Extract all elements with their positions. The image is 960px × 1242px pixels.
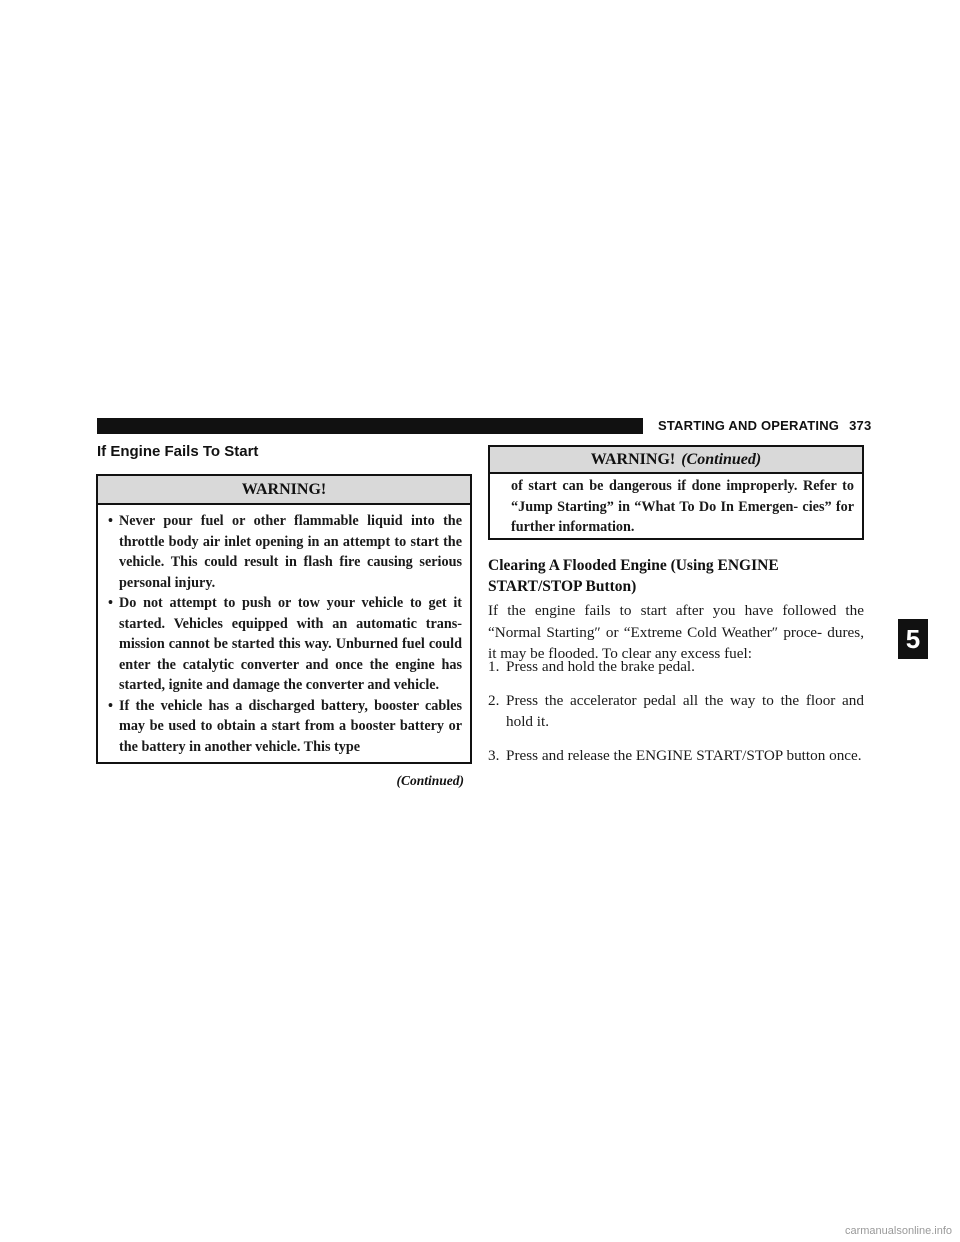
watermark: carmanualsonline.info (844, 1225, 952, 1237)
warning-bullet: • If the vehicle has a discharged battery, booster cables may be used to obtain a start from a booster battery or the battery in another vehicle. This type (108, 696, 462, 758)
step-number: 1. (488, 658, 500, 675)
warning-bullet: • Do not attempt to push or tow your vehicle to get it started. Vehicles equipped with an automatic trans- mission cannot be started this way. Unburned fuel could enter the catalytic converter and once the engine has started, ignite and damage the converter and vehicle. (108, 593, 462, 696)
warning-heading-continued (490, 447, 862, 474)
step-text: Press and release the ENGINE START/STOP button once. (506, 746, 862, 764)
warning-heading: WARNING! (98, 476, 470, 505)
continued-label: (Continued) (396, 773, 464, 788)
step-number: 3. (488, 746, 500, 764)
step-item (488, 690, 864, 733)
warning-text: of start can be dangerous if done improperly. Refer to “Jump Starting” in “What To Do In Emergen- cies” for further information. (511, 478, 854, 535)
step-text: Press the accelerator pedal all the way to the floor and hold it. (506, 691, 864, 730)
warning-heading-label: WARNING! (590, 451, 676, 468)
warning-bullet-list (98, 505, 470, 757)
chapter-tab: 5 (898, 619, 928, 659)
running-header (658, 416, 872, 436)
warning-continued-label: (Continued) (681, 451, 762, 468)
warning-box (96, 474, 472, 764)
section-title: If Engine Fails To Start (97, 443, 259, 460)
header-rule (97, 418, 643, 434)
subsection-heading: Clearing A Flooded Engine (Using ENGINE START/STOP Button) (488, 557, 779, 595)
header-section-title: STARTING AND OPERATING (658, 418, 840, 433)
step-text: Press and hold the brake pedal. (506, 658, 695, 675)
page-number: 373 (849, 418, 872, 433)
intro-paragraph: If the engine fails to start after you have followed the “Normal Starting″ or “Extreme Cold Weather″ proce- dures, it may be flooded. To clear any excess fuel: (488, 602, 864, 662)
step-item (488, 656, 864, 678)
warning-box-continued (488, 445, 864, 540)
warning-bullet: • Never pour fuel or other flammable liquid into the throttle body air inlet opening in an attempt to start the vehicle. This could result in flash fire causing serious personal injury. (108, 511, 462, 593)
steps-list (488, 656, 864, 778)
step-number: 2. (488, 691, 500, 709)
step-item (488, 745, 864, 767)
